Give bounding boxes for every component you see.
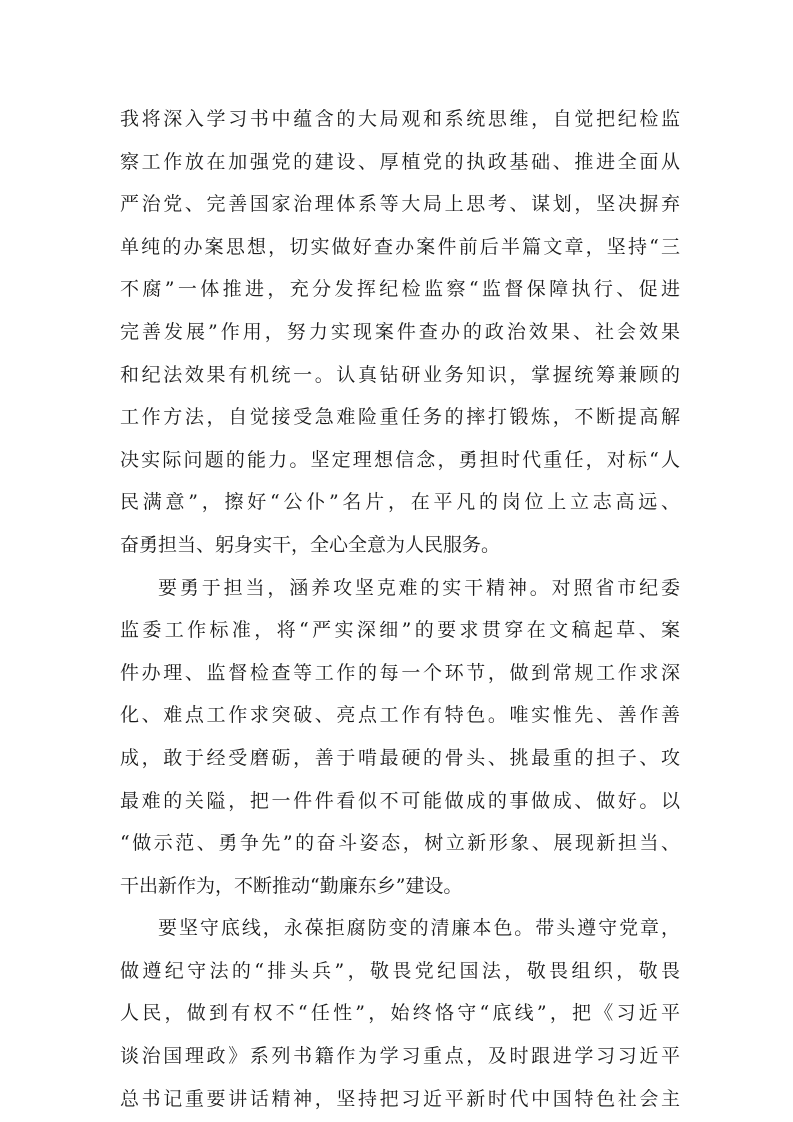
text-line: 工作方法，自觉接受急难险重任务的摔打锻炼，不断提高解 [120, 406, 680, 429]
text-line: 干出新作为，不断推动“勤廉东乡”建设。 [120, 874, 463, 897]
text-line: 最难的关隘，把一件件看似不可能做成的事做成、做好。以 [120, 789, 680, 812]
text-line: 做遵纪守法的“排头兵”，敬畏党纪国法，敬畏组织，敬畏 [120, 959, 680, 982]
paragraph-start-line: 要勇于担当，涵养攻坚克难的实干精神。对照省市纪委 [158, 576, 680, 599]
text-line: 完善发展”作用，努力实现案件查办的政治效果、社会效果 [120, 320, 680, 343]
text-line: 人民，做到有权不“任性”，始终恪守“底线”，把《习近平 [120, 1002, 680, 1025]
text-line: 件办理、监督检查等工作的每一个环节，做到常规工作求深 [120, 661, 680, 684]
paragraph-start-line: 要坚守底线，永葆拒腐防变的清廉本色。带头遵守党章， [158, 917, 680, 940]
text-line: 我将深入学习书中蕴含的大局观和系统思维，自觉把纪检监 [120, 108, 680, 130]
text-line: 总书记重要讲话精神，坚持把习近平新时代中国特色社会主 [120, 1087, 680, 1110]
text-line: 和纪法效果有机统一。认真钻研业务知识，掌握统筹兼顾的 [120, 363, 680, 386]
text-line: 决实际问题的能力。坚定理想信念，勇担时代重任，对标“人 [120, 448, 680, 471]
text-line: 单纯的办案思想，切实做好查办案件前后半篇文章，坚持“三 [120, 235, 680, 258]
text-line: 察工作放在加强党的建设、厚植党的执政基础、推进全面从 [120, 150, 680, 173]
text-line: 监委工作标准，将“严实深细”的要求贯穿在文稿起草、案 [120, 619, 680, 642]
body-text [120, 98, 680, 1120]
text-line: 成，敢于经受磨砺，善于啃最硬的骨头、挑最重的担子、攻 [120, 746, 680, 769]
text-line: 化、难点工作求突破、亮点工作有特色。唯实惟先、善作善 [120, 704, 680, 727]
text-line: “做示范、勇争先”的奋斗姿态，树立新形象、展现新担当、 [120, 832, 680, 855]
text-line: 不腐”一体推进，充分发挥纪检监察“监督保障执行、促进 [120, 278, 680, 301]
text-line: 谈治国理政》系列书籍作为学习重点，及时跟进学习习近平 [120, 1045, 680, 1068]
text-line: 严治党、完善国家治理体系等大局上思考、谋划，坚决摒弃 [120, 193, 680, 216]
text-line: 奋勇担当、躬身实干，全心全意为人民服务。 [120, 533, 501, 556]
text-line: 民满意”，擦好“公仆”名片，在平凡的岗位上立志高远、 [120, 491, 680, 514]
